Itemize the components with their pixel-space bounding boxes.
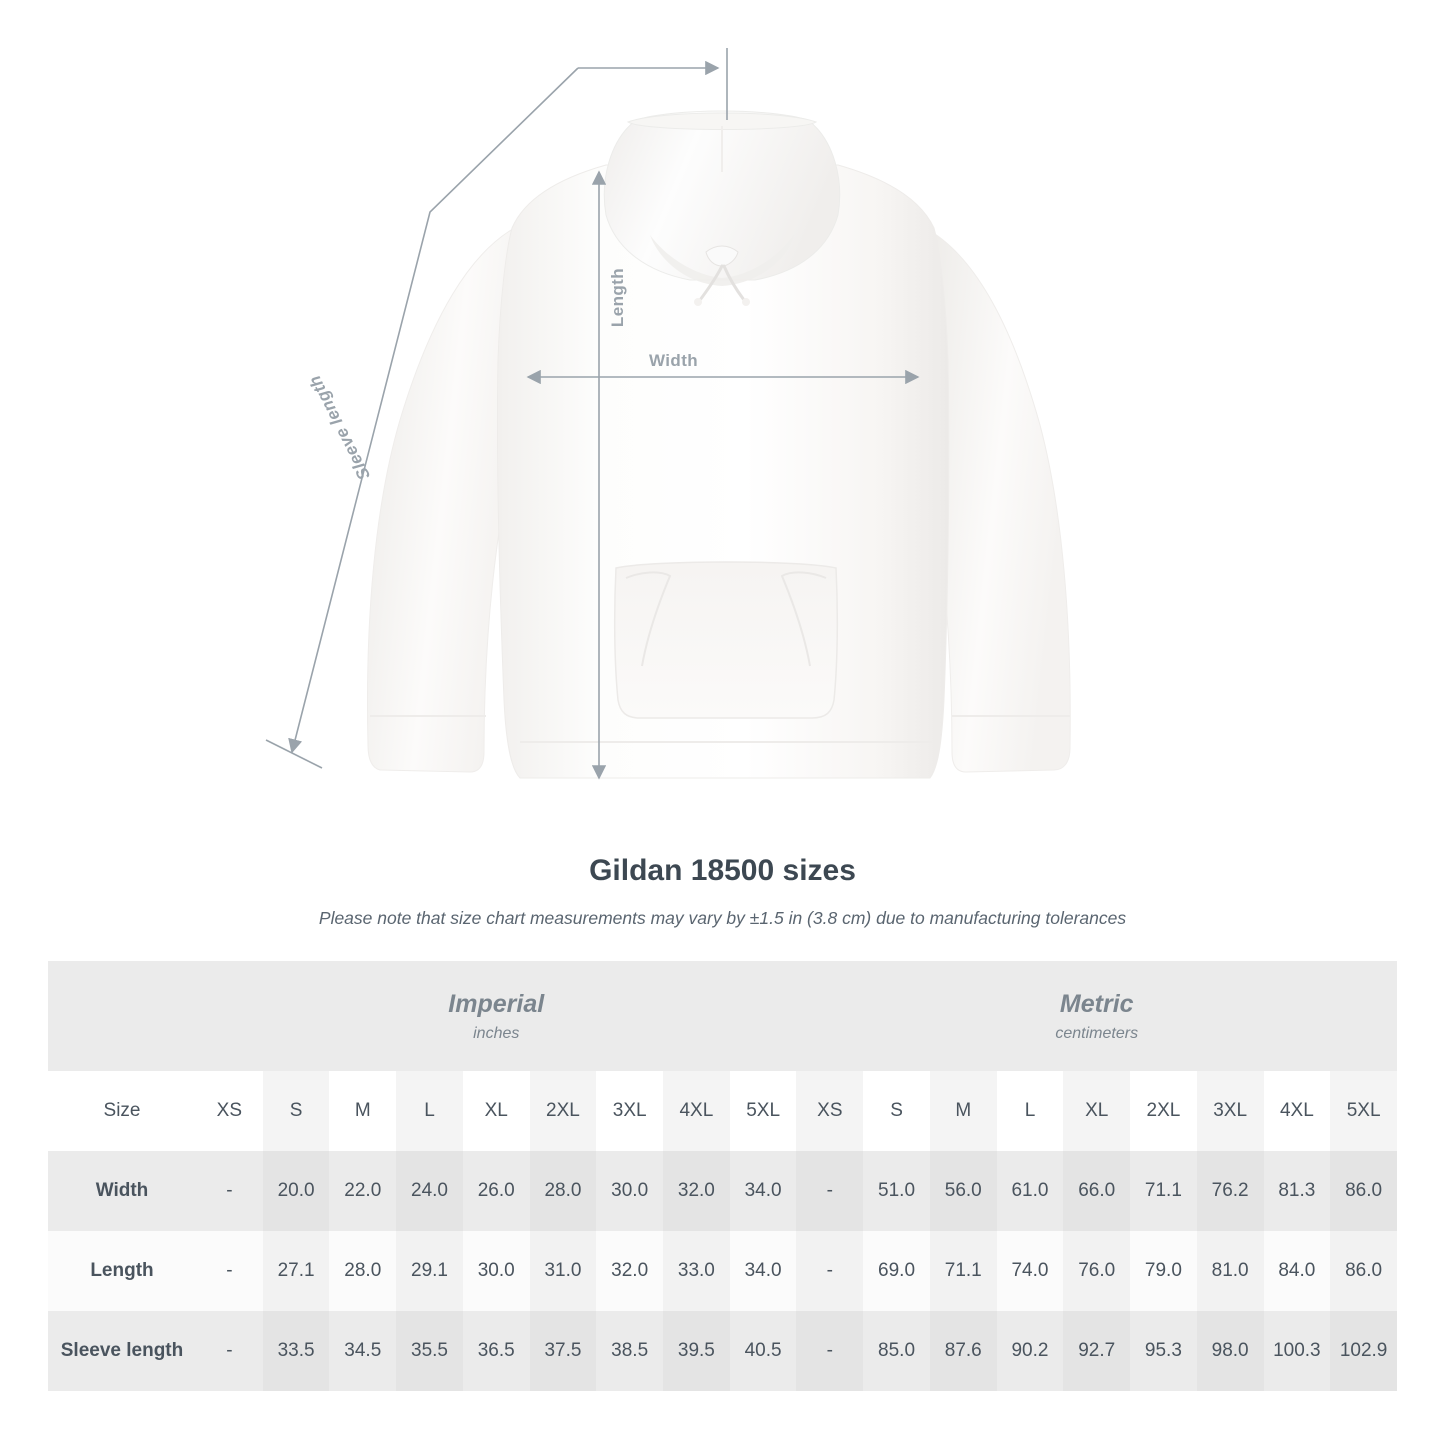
- size-col-header: 4XL: [663, 1071, 730, 1151]
- unit-spacer-cell: [48, 961, 196, 1071]
- cell: -: [796, 1231, 863, 1311]
- size-col-header: L: [997, 1071, 1064, 1151]
- cell: 34.0: [730, 1151, 797, 1231]
- cell: 61.0: [997, 1151, 1064, 1231]
- cell: 28.0: [329, 1231, 396, 1311]
- cell: 87.6: [930, 1311, 997, 1391]
- cell: 32.0: [596, 1231, 663, 1311]
- cell: 98.0: [1197, 1311, 1264, 1391]
- size-table: [48, 961, 1397, 1391]
- cell: 27.1: [263, 1231, 330, 1311]
- cell: 20.0: [263, 1151, 330, 1231]
- cell: 71.1: [930, 1231, 997, 1311]
- length-dimension-label: Length: [608, 268, 627, 328]
- unit-group-row: [48, 961, 1397, 1071]
- table-row: [48, 1231, 1397, 1311]
- cell: 31.0: [530, 1231, 597, 1311]
- cell: 86.0: [1330, 1231, 1397, 1311]
- cell: 51.0: [863, 1151, 930, 1231]
- cell: 33.5: [263, 1311, 330, 1391]
- size-col-header: S: [263, 1071, 330, 1151]
- cell: 28.0: [530, 1151, 597, 1231]
- cell: -: [796, 1311, 863, 1391]
- cell: -: [196, 1311, 263, 1391]
- cell: 79.0: [1130, 1231, 1197, 1311]
- cell: 38.5: [596, 1311, 663, 1391]
- size-col-header: 4XL: [1264, 1071, 1331, 1151]
- table-row: [48, 1311, 1397, 1391]
- row-label-width: Width: [48, 1151, 196, 1231]
- cell: 29.1: [396, 1231, 463, 1311]
- cell: 40.5: [730, 1311, 797, 1391]
- size-col-header: XL: [463, 1071, 530, 1151]
- cell: 69.0: [863, 1231, 930, 1311]
- size-table-wrapper: [48, 961, 1397, 1391]
- size-col-header: 2XL: [1130, 1071, 1197, 1151]
- size-col-header: 3XL: [1197, 1071, 1264, 1151]
- cell: 36.5: [463, 1311, 530, 1391]
- cell: 81.0: [1197, 1231, 1264, 1311]
- cell: 56.0: [930, 1151, 997, 1231]
- tolerance-note: Please note that size chart measurements may vary by ±1.5 in (3.8 cm) due to manufacturing tolerances: [318, 908, 1127, 928]
- size-col-header: XL: [1063, 1071, 1130, 1151]
- cell: 76.2: [1197, 1151, 1264, 1231]
- size-header-row: [48, 1071, 1397, 1151]
- size-col-header: 3XL: [596, 1071, 663, 1151]
- size-col-header: 5XL: [730, 1071, 797, 1151]
- cell: 35.5: [396, 1311, 463, 1391]
- cell: 86.0: [1330, 1151, 1397, 1231]
- cell: 39.5: [663, 1311, 730, 1391]
- cell: 30.0: [596, 1151, 663, 1231]
- cell: 37.5: [530, 1311, 597, 1391]
- unit-group-metric-unit: centimeters: [1055, 1024, 1139, 1042]
- width-dimension-label: Width: [649, 351, 699, 370]
- cell: 95.3: [1130, 1311, 1197, 1391]
- sleeve-length-dimension-label: Sleeve length: [305, 372, 375, 484]
- row-header-size: Size: [48, 1071, 196, 1151]
- cell: 84.0: [1264, 1231, 1331, 1311]
- cell: 34.0: [730, 1231, 797, 1311]
- page-title: Gildan 18500 sizes: [589, 854, 856, 887]
- cell: 32.0: [663, 1151, 730, 1231]
- cell: 74.0: [997, 1231, 1064, 1311]
- size-col-header: 5XL: [1330, 1071, 1397, 1151]
- unit-group-metric: [796, 961, 1397, 1071]
- size-col-header: M: [930, 1071, 997, 1151]
- cell: 81.3: [1264, 1151, 1331, 1231]
- row-label-length: Length: [48, 1231, 196, 1311]
- size-col-header: M: [329, 1071, 396, 1151]
- unit-group-metric-name: Metric: [1059, 990, 1134, 1019]
- size-col-header: XS: [196, 1071, 263, 1151]
- cell: 24.0: [396, 1151, 463, 1231]
- cell: 102.9: [1330, 1311, 1397, 1391]
- cell: 100.3: [1264, 1311, 1331, 1391]
- size-col-header: L: [396, 1071, 463, 1151]
- cell: 26.0: [463, 1151, 530, 1231]
- cell: -: [796, 1151, 863, 1231]
- cell: 71.1: [1130, 1151, 1197, 1231]
- cell: 33.0: [663, 1231, 730, 1311]
- table-row: [48, 1151, 1397, 1231]
- cell: 85.0: [863, 1311, 930, 1391]
- row-label-sleeve-length: Sleeve length: [48, 1311, 196, 1391]
- cell: 30.0: [463, 1231, 530, 1311]
- cell: 76.0: [1063, 1231, 1130, 1311]
- cell: 22.0: [329, 1151, 396, 1231]
- cell: 34.5: [329, 1311, 396, 1391]
- cell: -: [196, 1231, 263, 1311]
- size-col-header: XS: [796, 1071, 863, 1151]
- cell: 66.0: [1063, 1151, 1130, 1231]
- unit-group-imperial-unit: inches: [473, 1024, 520, 1042]
- cell: 92.7: [1063, 1311, 1130, 1391]
- unit-group-imperial: [196, 961, 796, 1071]
- cell: -: [196, 1151, 263, 1231]
- cell: 90.2: [997, 1311, 1064, 1391]
- size-col-header: 2XL: [530, 1071, 597, 1151]
- size-col-header: S: [863, 1071, 930, 1151]
- unit-group-imperial-name: Imperial: [448, 990, 545, 1019]
